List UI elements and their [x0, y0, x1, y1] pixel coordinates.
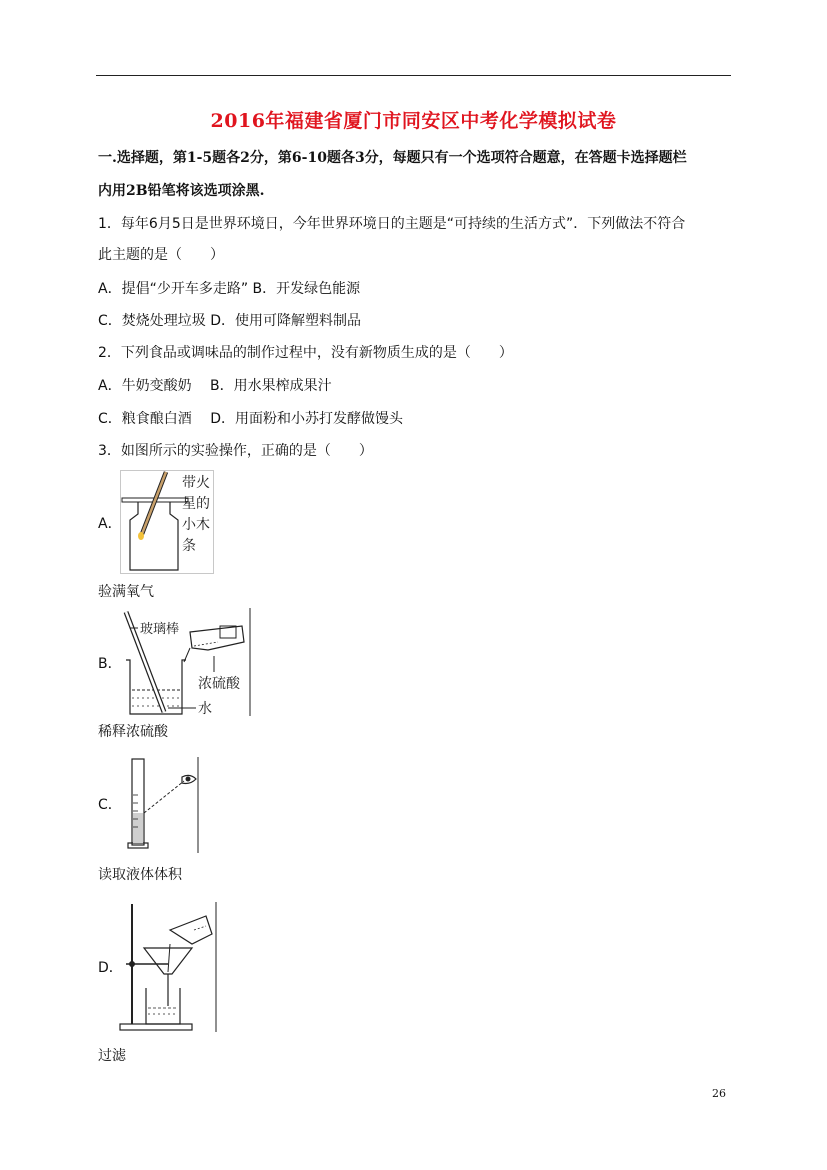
- q2-options-cd: C．粮食酿白酒 D．用面粉和小苏打发酵做馒头: [98, 411, 404, 427]
- oxygen-test-figure: [120, 470, 215, 575]
- q3-option-b-caption: 稀释浓硫酸: [98, 724, 168, 740]
- q2-options-ab: A．牛奶变酸奶 B．用水果榨成果汁: [98, 378, 332, 394]
- filtration-figure: [118, 900, 218, 1034]
- q1-options-ab: A．提倡“少开车多走路” B．开发绿色能源: [98, 281, 361, 297]
- fig-a-label-2: 星的: [182, 496, 210, 512]
- header-rule: [96, 75, 731, 76]
- dilute-acid-figure: [120, 606, 252, 718]
- section-instructions-line1: 一.选择题，第1-5题各2分，第6-10题各3分，每题只有一个选项符合题意，在答题卡选择题栏: [98, 150, 687, 166]
- fig-b-label-glass-rod: 玻璃棒: [140, 622, 180, 637]
- q1-options-cd: C．焚烧处理垃圾 D．使用可降解塑料制品: [98, 313, 362, 329]
- page-title: 2016年福建省厦门市同安区中考化学模拟试卷: [210, 110, 617, 132]
- q3-option-a-label: A．: [98, 516, 122, 532]
- fig-b-label-acid: 浓硫酸: [198, 676, 240, 692]
- q3-option-b-label: B．: [98, 656, 122, 672]
- q2-stem: 2．下列食品或调味品的制作过程中，没有新物质生成的是（ ）: [98, 345, 513, 361]
- fig-a-label-1: 带火: [182, 475, 210, 491]
- q3-option-c-caption: 读取液体体积: [98, 867, 182, 883]
- q3-option-d-label: D．: [98, 960, 123, 976]
- q3-option-d-caption: 过滤: [98, 1048, 126, 1064]
- fig-a-label-3: 小木: [182, 517, 210, 533]
- section-instructions-line2: 内用2B铅笔将该选项涂黑.: [98, 183, 265, 199]
- q3-stem: 3．如图所示的实验操作，正确的是（ ）: [98, 443, 373, 459]
- q1-stem-line1: 1．每年6月5日是世界环境日，今年世界环境日的主题是“可持续的生活方式”．下列做法不符合: [98, 216, 686, 232]
- q3-option-a-caption: 验满氧气: [98, 584, 154, 600]
- fig-b-label-water: 水: [198, 701, 212, 717]
- read-volume-figure: [120, 755, 200, 855]
- q1-stem-line2: 此主题的是（ ）: [98, 247, 224, 263]
- q3-option-c-label: C．: [98, 797, 122, 813]
- fig-a-label-4: 条: [182, 538, 196, 554]
- page-number: 26: [712, 1087, 726, 1100]
